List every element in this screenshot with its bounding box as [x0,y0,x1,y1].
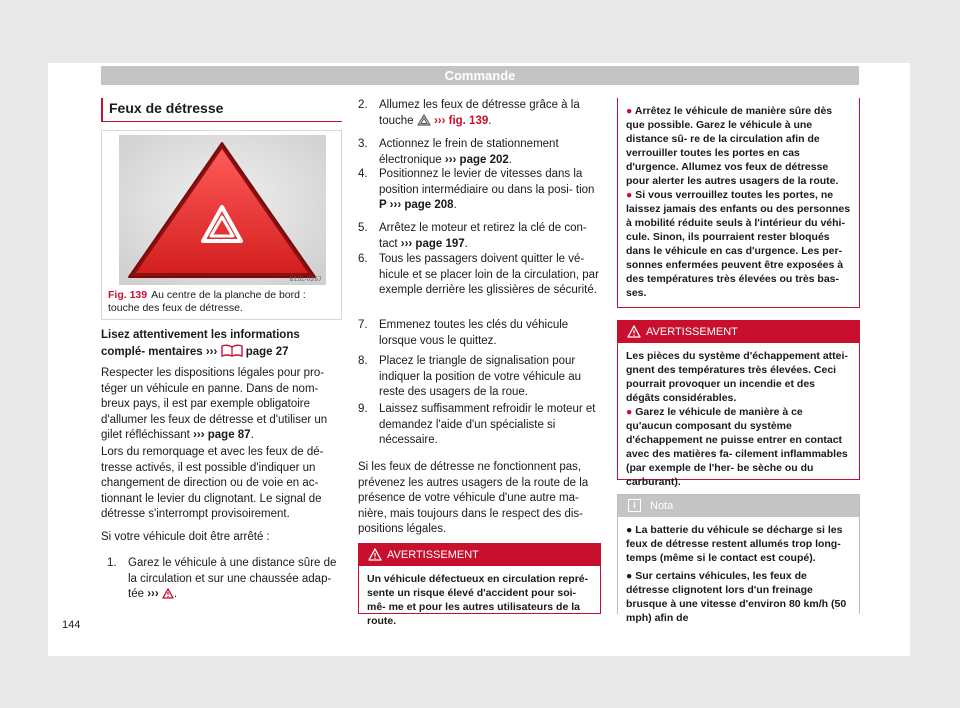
nota-bullet-1: ● La batterie du véhicule se décharge si les feux de détresse restent allumés trop long- temps (même si le contact est coupé). [626,524,843,564]
step-text: Arrêtez le moteur et retirez la clé de con- tact [379,222,587,250]
step-9 [358,402,601,449]
warning-continued-body [618,98,859,306]
step-text: Emmenez toutes les clés du véhicule lorsque vous le quittez. [379,319,569,347]
nota-header [618,495,859,517]
step-tail: . [453,199,457,211]
nota-bullet-2: ● Sur certains véhicules, les feux de détresse clignotent lors d'un freinage brusque à une vitesse d'environ 80 km/h (50 mph) afin de [626,570,847,624]
nota-body [618,517,859,631]
step-tail: . [508,153,512,166]
step-number: 3. [358,138,368,150]
step-number: 5. [358,222,368,234]
step-5 [358,221,601,252]
hazard-button-illustration [119,135,326,285]
step-2 [358,98,601,129]
warning-bullet-1: ● Arrêtez le véhicule de manière sûre dès que possible. Garez le véhicule à une distance sû- re de la circulation afin de verrouiller toutes les portes en cas d'urgence. Allumez vos feux de détresse pour alerter les autres usagers de la route. [626,105,839,187]
step-text: Laissez suffisamment refroidir le moteur et demandez l'aide d'un spécialiste si nécessaire. [379,403,596,446]
warning-title: AVERTISSEMENT [387,549,479,561]
step-4 [358,167,601,214]
figure-number: Fig. 139 [108,289,148,301]
step-text: Actionnez le frein de stationnement électronique [379,138,559,166]
step-reference-link[interactable]: ››› fig. 139 [433,114,489,127]
intro-ref-page[interactable]: page 27 [245,345,289,358]
step-text: Tous les passagers doivent quitter le vé- hicule et se placer loin de la circulation, par exemple derrière les glissières de sécurité. [379,253,599,296]
warning-box-exhaust [617,320,860,488]
step-1: 1. Garez le véhicule à une distance sûre de la circulation et sur une chaussée adap- tée ››› . [107,557,337,600]
warning-intro: Les pièces du système d'échappement attei- gnent des températures très élevées. Ceci pourrait provoquer un incendie et des dégâts considérables. [626,350,848,404]
step-tail: . [488,114,492,127]
figure-caption-text: Au centre de la planche de bord : touche des feux de détresse. [108,289,306,314]
section-title: Feux de détresse [101,98,342,122]
hazard-button-photo [119,135,326,285]
paragraph-legal-text: Respecter les dispositions légales pour pro- téger un véhicule en panne. Dans de nom- breux pays, il est par exemple obligatoire d'allumer les feux de détresse et d'utiliser un gilet réfléchissant [101,367,328,441]
step-reference-link[interactable]: ››› page 202 [444,153,509,166]
nota-title: Nota [650,500,674,512]
warning-icon [162,588,174,599]
warning-triangle-icon [368,548,382,561]
warning-header [359,544,600,566]
info-icon: i [628,499,641,512]
paragraph-legal: Respecter les dispositions légales pour pro- téger un véhicule en panne. Dans de nom- breux pays, il est par exemple obligatoire d'allumer les feux de détresse et d'utiliser un gilet réfléchissant ››› page 87. [101,367,328,441]
warning-exhaust-bullet: ● Garez le véhicule de manière à ce qu'aucun composant du système d'échappement ne puisse entrer en contact avec des matières fa- cilement inflammables (par exemple de l'her- be sèche ou du carburant). [626,406,848,488]
warning-box-defective [358,543,601,627]
step-text: Garez le véhicule à une distance sûre de la circulation et sur une chaussée adap- tée [128,557,337,600]
figure-139 [101,130,342,320]
hazard-icon-wrap [414,115,434,127]
warning-exhaust-body [618,343,859,495]
paragraph-towing: Lors du remorquage et avec les feux de dé- tresse activés, il est possible d'indiquer un changement de direction ou de voie en ac- tionnant le levier du clignotant. Le signal de détresse s'interrompt provisoirement. [101,446,324,520]
page-number: 144 [62,619,81,631]
step-number: 6. [358,253,368,265]
warning-header [618,321,859,343]
warning-triangle-icon [627,325,641,338]
nota-box [617,494,860,624]
step-number: 4. [358,168,368,180]
intro-ref-arrows[interactable]: ››› [205,345,218,358]
warning-text: Un véhicule défectueux en circulation repré- sente un risque élevé d'accident pour soi-mê- me et pour les autres utilisateurs de la route. [367,573,589,627]
chapter-header: Commande [101,66,859,85]
figure-code: B1SL-0267 [289,276,322,283]
step-number: 9. [358,403,368,415]
intro-paragraph [101,328,342,360]
page-87-link[interactable]: ››› page 87 [193,429,251,441]
warning-bullet-2: ● Si vous verrouillez toutes les portes, ne laissez jamais des enfants ou des personnes à mobilité réduite seuls à l'intérieur du véhi- cule. Sinon, ils pourraient rester bloqués dans le véhicule en cas d'urgence. Les per- sonnes enfermées peuvent être exposées à des températures très élevées ou très bas- ses. [626,189,851,299]
warning-box-continued [617,98,860,308]
step-reference-link[interactable]: ››› page 197 [400,237,465,250]
warning-ref-arrows[interactable]: ››› [147,588,159,600]
step-number: 1. [107,557,117,569]
paragraph-stop: Si votre véhicule doit être arrêté : [101,531,270,543]
step-tail: . [464,237,468,250]
step-text: Positionnez le levier de vitesses dans la position intermédiaire ou dans la posi- tion [379,168,595,196]
book-icon [221,344,243,357]
step-number: 8. [358,355,368,367]
step-6 [358,252,601,299]
step-reference-link[interactable]: P ››› page 208 [379,199,454,211]
warning-title: AVERTISSEMENT [646,326,738,338]
step-text: Placez le triangle de signalisation pour indiquer la position de votre véhicule au reste des usagers de la roue. [379,355,582,398]
step-number: 7. [358,319,368,331]
step-text: Allumez les feux de détresse grâce à la touche [379,99,580,127]
step-8 [358,354,601,401]
step-number: 2. [358,99,368,111]
figure-caption [108,289,336,315]
paragraph-failure: Si les feux de détresse ne fonctionnent pas, prévenez les autres usagers de la route de la présence de votre véhicule d'une autre ma- nière, mais toujours dans le respect des dis- positions légales. [358,461,589,535]
step-7 [358,318,601,349]
hazard-icon [417,114,431,126]
intro-text: Lisez attentivement les informations complé- mentaires [101,329,300,358]
step-3 [358,137,601,168]
